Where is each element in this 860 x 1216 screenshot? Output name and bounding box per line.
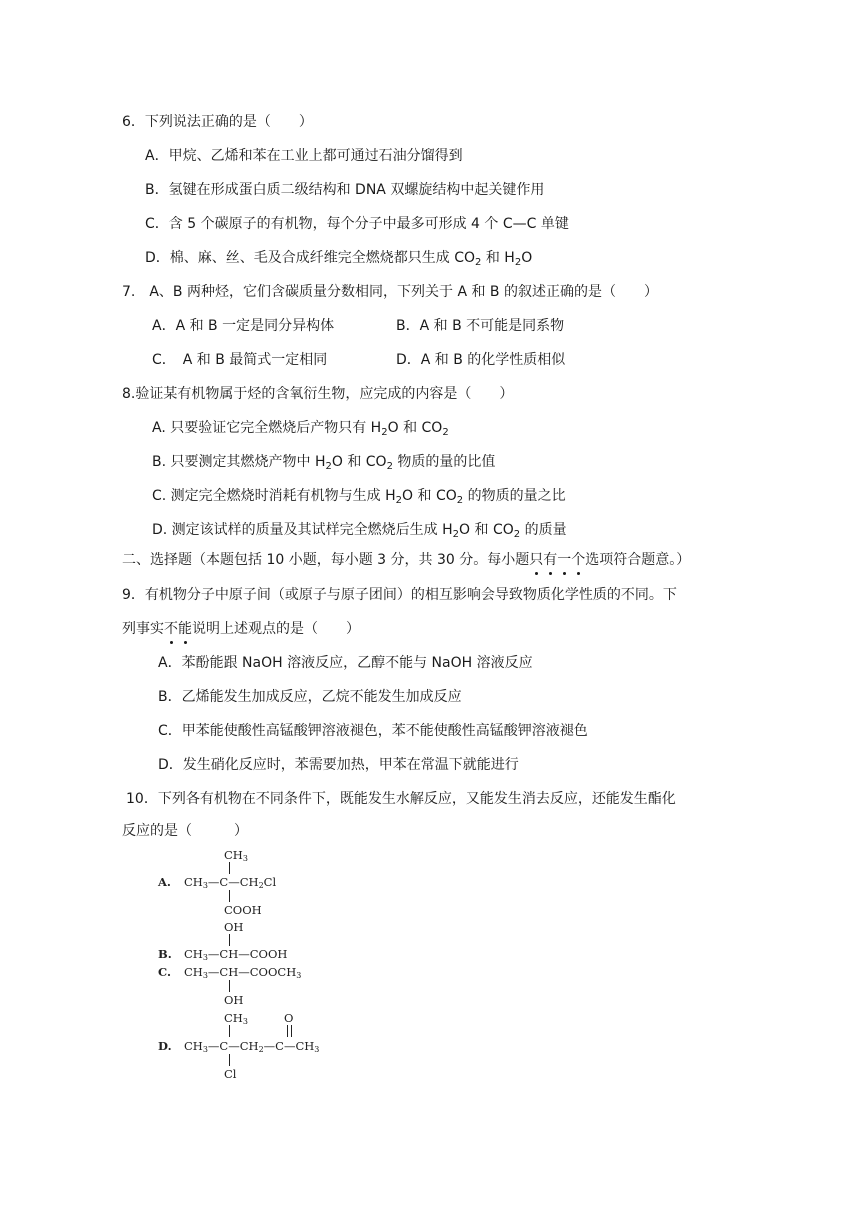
emphasis-char: 一 — [557, 552, 572, 568]
structure-c-bottom-group: OH — [224, 993, 244, 1007]
q7-option-d: D．A 和 B 的化学性质相似 — [396, 352, 566, 368]
structure-d-bond-down — [229, 1054, 230, 1066]
emphasis-char: 只 — [529, 552, 544, 568]
q6-stem: 6．下列说法正确的是（ ） — [122, 114, 313, 130]
structure-d-bond-up — [229, 1025, 230, 1037]
section-heading: 二、选择题（本题包括 10 小题，每小题 3 分，共 30 分。每小题只有一个选项符合题意。） — [122, 552, 691, 568]
q9-stem-line1: 9．有机物分子中原子间（或原子与原子团间）的相互影响会导致物质化学性质的不同。下 — [122, 587, 677, 603]
q6-option-c: C．含 5 个碳原子的有机物，每个分子中最多可形成 4 个 C—C 单键 — [145, 216, 569, 232]
q7-stem: 7. A、B 两种烃，它们含碳质量分数相同，下列关于 A 和 B 的叙述正确的是（ ） — [122, 284, 658, 300]
q8-option-a: A. 只要验证它完全燃烧后产物只有 $H_2O$ 和 $CO_2$ — [152, 420, 449, 438]
structure-b-label: B. — [158, 947, 172, 961]
q9-option-b: B．乙烯能发生加成反应，乙烷不能发生加成反应 — [158, 689, 462, 705]
q8-option-b: B. 只要测定其燃烧产物中 $H_2O$ 和 $CO_2$ 物质的量的比值 — [152, 454, 496, 472]
q6-option-d: D．棉、麻、丝、毛及合成纤维完全燃烧都只生成 $CO_2$ 和 $H_2O$ — [145, 250, 533, 268]
structure-d-double-bond-right — [291, 1025, 292, 1037]
structure-d-bottom-group: Cl — [224, 1067, 237, 1081]
structure-c-main-chain: $CH_3—CH—COOCH_3$ — [184, 965, 302, 980]
q8-option-d: D. 测定该试样的质量及其试样完全燃烧后生成 $H_2O$ 和 $CO_2$ 的质量 — [152, 522, 567, 540]
q7-option-a: A．A 和 B 一定是同分异构体 — [152, 318, 335, 334]
structure-b-main-chain: $CH_3—CH—COOH$ — [184, 947, 288, 962]
q7-option-c: C． A 和 B 最简式一定相同 — [152, 352, 328, 368]
structure-a-bond-up — [229, 862, 230, 874]
q10-stem-line1: 10．下列各有机物在不同条件下，既能发生水解反应，又能发生消去反应，还能发生酯化 — [126, 791, 676, 807]
emphasis-char: 能 — [178, 621, 192, 637]
structure-d-top-group: $CH_3$ — [224, 1011, 248, 1026]
emphasis-char: 不 — [164, 621, 178, 637]
structure-b-bond-up — [229, 934, 230, 946]
structure-a-bottom-group: COOH — [224, 903, 262, 917]
q10-stem-line2: 反应的是（ ） — [122, 823, 248, 839]
structure-d-main-chain: $CH_3—C—CH_2—C—CH_3$ — [184, 1039, 320, 1054]
q9-stem-line2: 列事实不能说明上述观点的是（ ） — [122, 621, 360, 637]
structure-b-top-group: OH — [224, 920, 244, 934]
q9-option-d: D．发生硝化反应时，苯需要加热，甲苯在常温下就能进行 — [158, 757, 519, 773]
q6-option-b: B．氢键在形成蛋白质二级结构和 DNA 双螺旋结构中起关键作用 — [145, 182, 545, 198]
structure-a-label: A. — [158, 875, 171, 889]
structure-c-label: C. — [158, 965, 171, 979]
structure-c-bond-down — [229, 980, 230, 992]
structure-d-carbonyl-oxygen: O — [284, 1011, 294, 1025]
emphasis-char: 个 — [571, 552, 586, 568]
q9-option-c: C．甲苯能使酸性高锰酸钾溶液褪色，苯不能使酸性高锰酸钾溶液褪色 — [158, 723, 588, 739]
structure-a-main-chain: $CH_3—C—CH_2Cl$ — [184, 875, 277, 890]
structure-d-double-bond-left — [287, 1025, 288, 1037]
structure-d-label: D. — [158, 1039, 172, 1053]
emphasis-char: 有 — [543, 552, 558, 568]
q8-option-c: C. 测定完全燃烧时消耗有机物与生成 $H_2O$ 和 $CO_2$ 的物质的量之比 — [152, 488, 566, 506]
structure-a-top-group: $CH_3$ — [224, 848, 248, 863]
q6-option-a: A．甲烷、乙烯和苯在工业上都可通过石油分馏得到 — [145, 148, 463, 164]
q8-stem: 8.验证某有机物属于烃的含氧衍生物，应完成的内容是（ ） — [122, 386, 514, 402]
q7-option-b: B．A 和 B 不可能是同系物 — [396, 318, 565, 334]
structure-a-bond-down — [229, 890, 230, 902]
q9-option-a: A．苯酚能跟 NaOH 溶液反应，乙醇不能与 NaOH 溶液反应 — [158, 655, 533, 671]
